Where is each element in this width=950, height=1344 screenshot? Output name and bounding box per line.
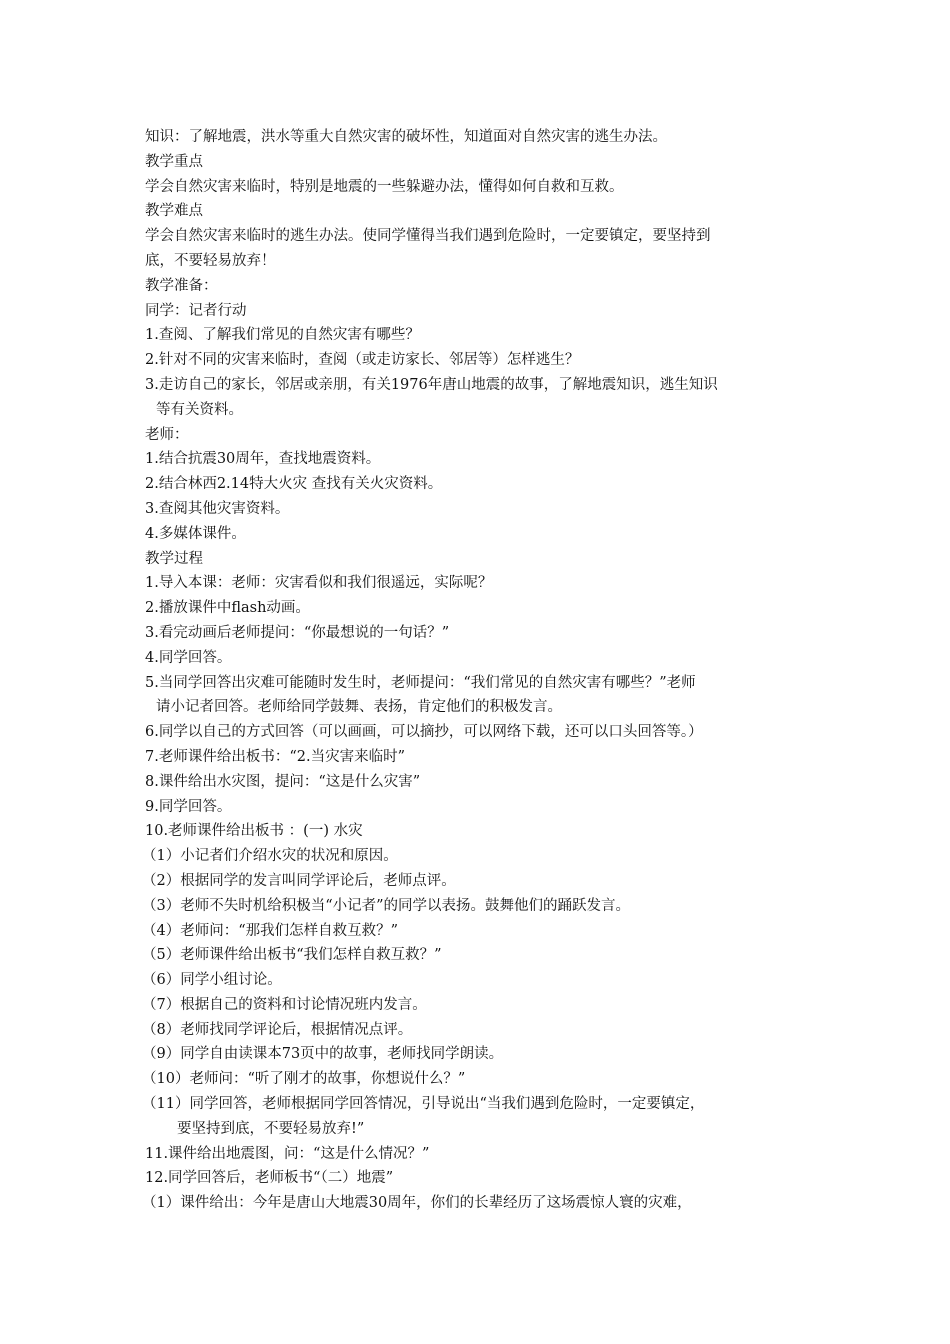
flood-sub-9: （9）同学自由读课本73页中的故事，老师找同学朗读。 [142, 1046, 504, 1063]
flood-sub-2: （2）根据同学的发言叫同学评论后，老师点评。 [142, 872, 456, 889]
process-step-5: 5.当同学回答出灾难可能随时发生时，老师提问：“我们常见的自然灾害有哪些？”老师 [145, 674, 696, 691]
flood-sub-10: （10）老师问：“听了刚才的故事，你想说什么？” [142, 1071, 466, 1088]
process-step-9: 9.同学回答。 [145, 798, 232, 815]
flood-sub-8: （8）老师找同学评论后，根据情况点评。 [142, 1021, 413, 1038]
process-step-5-cont: 请小记者回答。老师给同学鼓舞、表扬，肯定他们的积极发言。 [156, 699, 562, 716]
process-step-8: 8.课件给出水灾图，提问：“这是什么灾害” [145, 773, 421, 790]
teacher-label: 老师： [145, 426, 189, 443]
process-step-2: 2.播放课件中flash动画。 [145, 600, 310, 617]
heading-difficulties: 教学难点 [145, 203, 203, 220]
knowledge-line: 知识：了解地震，洪水等重大自然灾害的破坏性，知道面对自然灾害的逃生办法。 [145, 129, 667, 145]
teacher-prep-1: 1.结合抗震30周年，查找地震资料。 [145, 451, 381, 468]
document-page [142, 125, 810, 1216]
student-prep-3: 3.走访自己的家长，邻居或亲朋，有关1976年唐山地震的故事，了解地震知识，逃生知识 [145, 376, 718, 393]
flood-sub-5: （5）老师课件给出板书“我们怎样自救互救？” [142, 947, 442, 964]
process-step-12: 12.同学回答后，老师板书“（二）地震” [145, 1170, 394, 1187]
difficulties-text-1: 学会自然灾害来临时的逃生办法。使同学懂得当我们遇到危险时，一定要镇定，要坚持到 [145, 228, 711, 245]
student-prep-1: 1.查阅、了解我们常见的自然灾害有哪些？ [145, 327, 420, 344]
heading-process: 教学过程 [145, 550, 203, 567]
flood-sub-1: （1）小记者们介绍水灾的状况和原因。 [142, 848, 398, 865]
student-prep-2: 2.针对不同的灾害来临时，查阅（或走访家长、邻居等）怎样逃生？ [145, 352, 580, 369]
process-step-6: 6.同学以自己的方式回答（可以画画，可以摘抄，可以网络下载，还可以口头回答等。） [145, 724, 703, 741]
process-step-7: 7.老师课件给出板书：“2.当灾害来临时” [145, 748, 405, 765]
heading-preparation: 教学准备： [145, 277, 218, 294]
flood-sub-11: （11）同学回答，老师根据同学回答情况，引导说出“当我们遇到危险时，一定要镇定， [142, 1096, 705, 1113]
process-step-3: 3.看完动画后老师提问：“你最想说的一句话？” [145, 624, 450, 641]
process-step-4: 4.同学回答。 [145, 649, 232, 666]
students-label: 同学：记者行动 [145, 302, 247, 319]
flood-sub-3: （3）老师不失时机给积极当“小记者”的同学以表扬。鼓舞他们的踊跃发言。 [142, 897, 631, 914]
process-step-10: 10.老师课件给出板书 ：(一) 水灾 [145, 823, 363, 840]
teacher-prep-4: 4.多媒体课件。 [145, 525, 246, 542]
difficulties-text-2: 底，不要轻易放弃！ [145, 252, 276, 269]
earthquake-sub-1: （1）课件给出：今年是唐山大地震30周年，你们的长辈经历了这场震惊人寰的灾难， [142, 1195, 692, 1212]
flood-sub-6: （6）同学小组讨论。 [142, 972, 282, 989]
flood-sub-4: （4）老师问：“那我们怎样自救互救？” [142, 922, 399, 939]
student-prep-3-cont: 等有关资料。 [156, 401, 243, 418]
teacher-prep-2: 2.结合林西2.14特大火灾 查找有关火灾资料。 [145, 476, 443, 493]
teacher-prep-3: 3.查阅其他灾害资料。 [145, 500, 290, 517]
heading-key-points: 教学重点 [145, 153, 203, 170]
process-step-11: 11.课件给出地震图，问：“这是什么情况？” [145, 1145, 430, 1162]
flood-sub-7: （7）根据自己的资料和讨论情况班内发言。 [142, 996, 427, 1013]
flood-sub-11-cont: 要坚持到底，不要轻易放弃!” [177, 1120, 365, 1137]
key-points-text: 学会自然灾害来临时，特别是地震的一些躲避办法，懂得如何自救和互救。 [145, 178, 624, 195]
process-step-1: 1.导入本课：老师：灾害看似和我们很遥远，实际呢？ [145, 575, 493, 592]
